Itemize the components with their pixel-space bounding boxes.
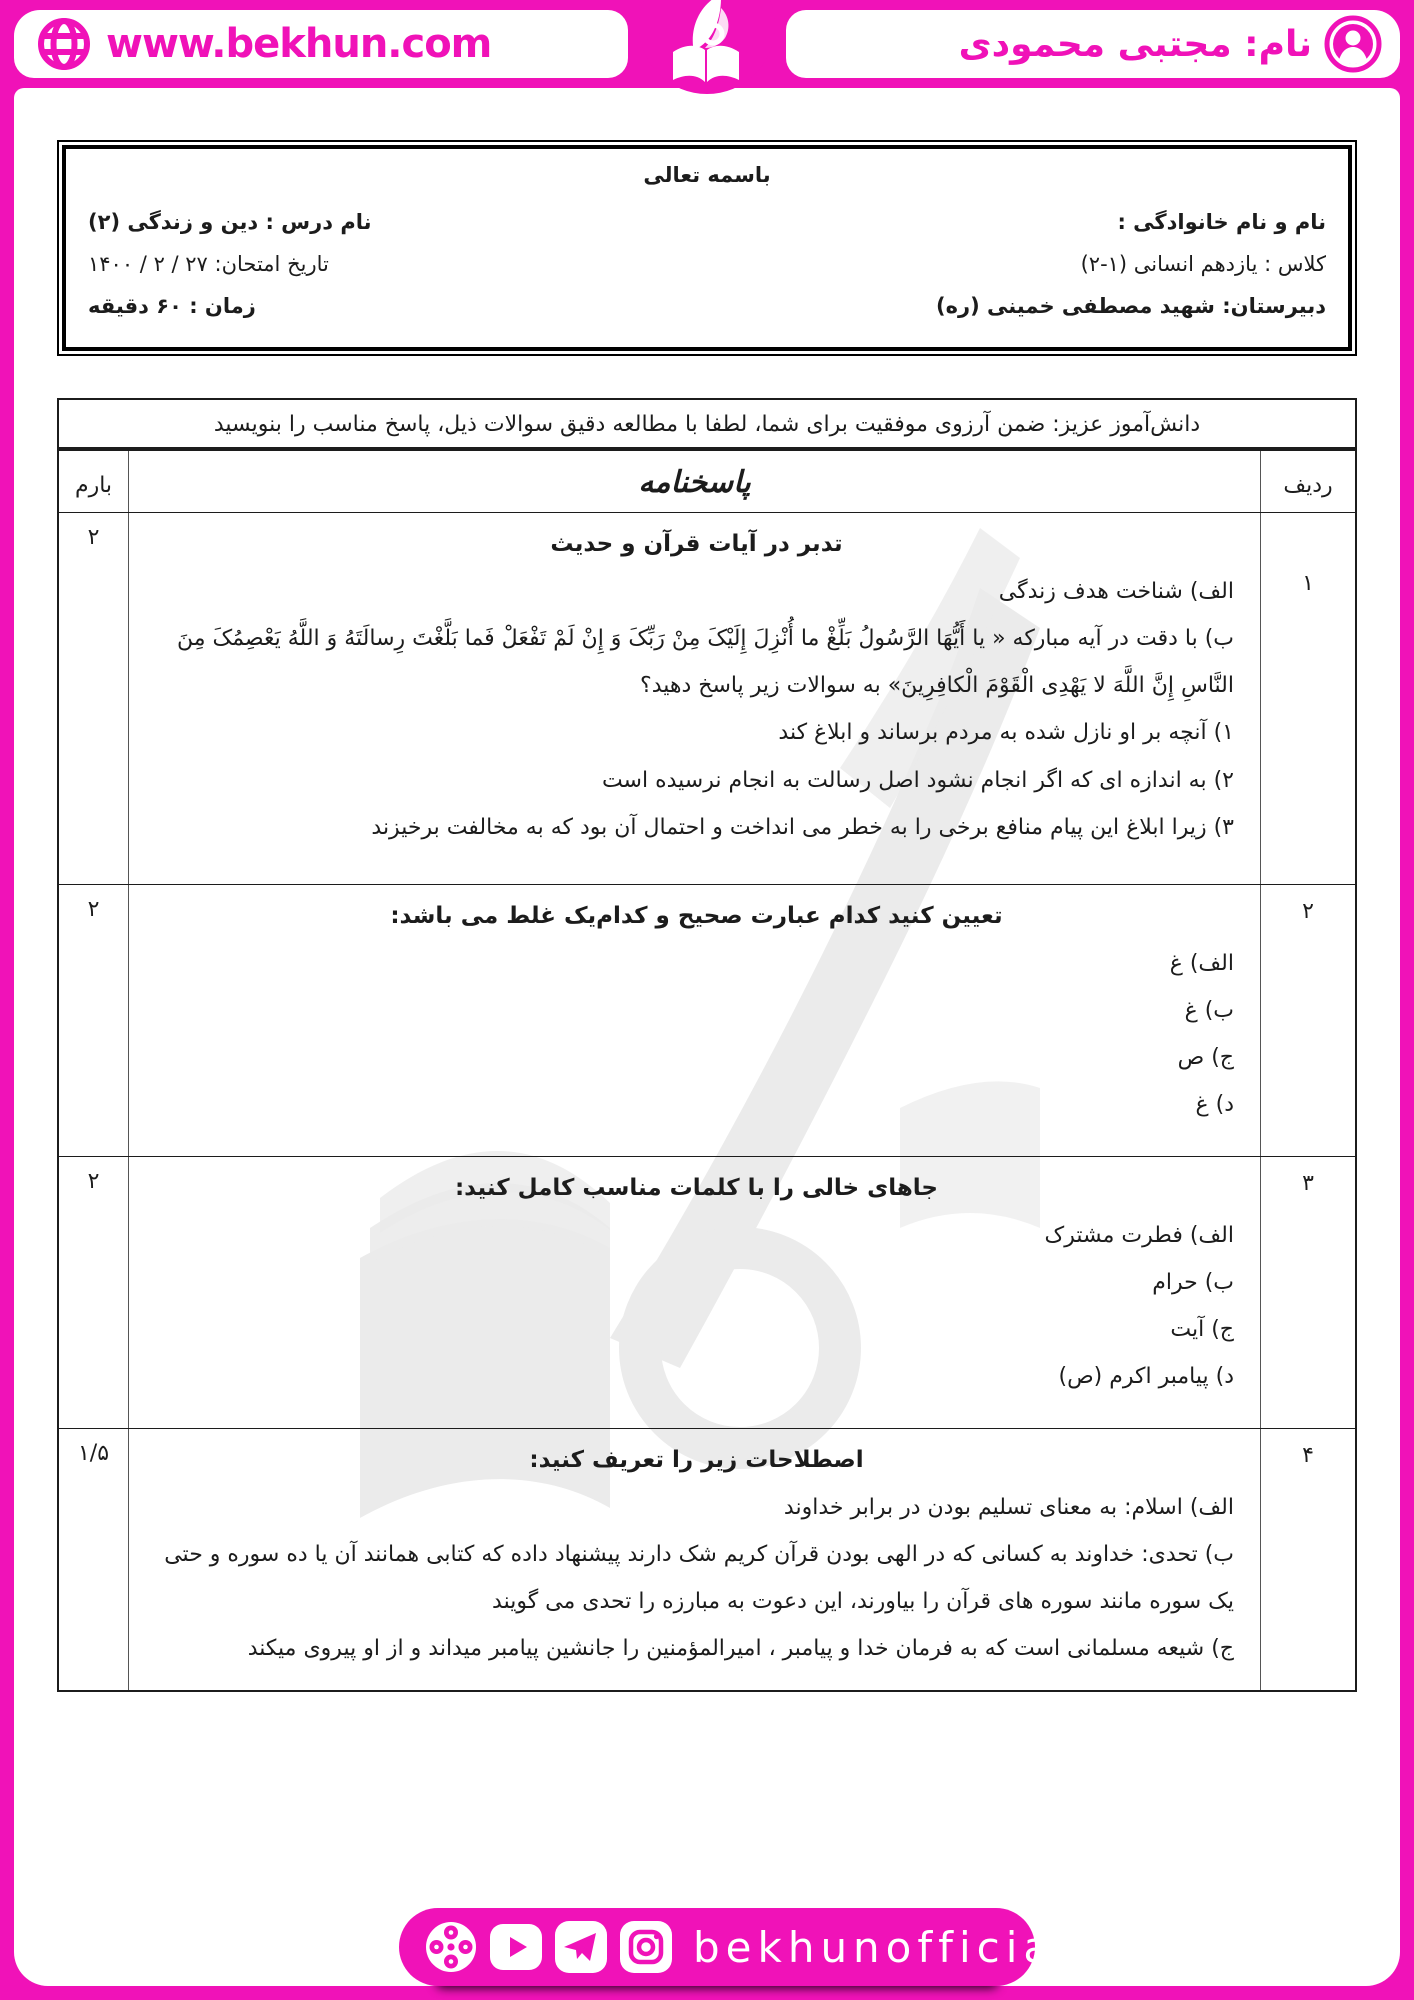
answer-line: ب) غ (1184, 997, 1234, 1023)
exam-header-box (57, 140, 1357, 356)
website-url: www.bekhun.com (106, 21, 492, 67)
answer-line: د) غ (1195, 1092, 1234, 1118)
answer-line: ب) تحدی: خداوند به کسانی که در الهی بودن قرآن کریم شک دارند پیشنهاد داده که کتابی همانند آن یا ده سوره و حتی یک سوره مانند سوره های قرآن را بیاورند، این دعوت به مبارزه را تحدی می گویند (164, 1541, 1234, 1615)
exam-sheet (14, 88, 1400, 1986)
table-row-question-2 (59, 884, 1355, 1156)
row-number: ۱ (1260, 513, 1355, 884)
field-duration: زمان : ۶۰ دقیقه (88, 294, 256, 318)
row-number: ۳ (1260, 1157, 1355, 1428)
website-link-pill[interactable] (14, 10, 628, 78)
question-title: تعیین کنید کدام عبارت صحیح و کدام‌یک غلط می باشد: (390, 903, 1003, 929)
instruction-text: دانش‌آموز عزیز: ضمن آرزوی موفقیت برای شما، لطفا با مطالعه دقیق سوالات ذیل، پاسخ مناسب را بنویسید (59, 400, 1355, 449)
answers-table (57, 398, 1357, 1692)
question-title: جاهای خالی را با کلمات مناسب کامل کنید: (454, 1175, 939, 1201)
answer-line: ج) ص (1177, 1045, 1234, 1071)
column-header-score: بارم (59, 451, 129, 512)
table-header-row (59, 449, 1355, 512)
question-title: اصطلاحات زیر را تعریف کنید: (529, 1447, 864, 1473)
field-exam-date: تاریخ امتحان: ۲۷ / ۲ / ۱۴۰۰ (88, 252, 329, 276)
score-cell: ۲ (59, 513, 129, 884)
bekhun-logo-icon (655, 0, 759, 94)
youtube-icon[interactable] (490, 1924, 542, 1970)
answer-line: ج) شیعه مسلمانی است که به فرمان خدا و پیامبر ، امیرالمؤمنین را جانشین پیامبر میداند و از او پیروی میکند (247, 1636, 1234, 1662)
answer-line: الف) غ (1169, 950, 1234, 976)
student-name-label: نام: مجتبی محمودی (958, 23, 1312, 65)
telegram-icon[interactable] (555, 1921, 607, 1973)
table-row-question-1 (59, 512, 1355, 884)
row-number: ۴ (1260, 1429, 1355, 1690)
answer-line: ب) حرام (1152, 1269, 1234, 1295)
question-title: تدبر در آیات قرآن و حدیث (550, 531, 843, 557)
field-student-name: نام و نام خانوادگی : (1117, 210, 1326, 234)
field-course: نام درس : دین و زندگی (۲) (88, 210, 372, 234)
bekhun-logo-badge (639, 0, 775, 94)
social-bar[interactable] (399, 1908, 1073, 1986)
answer-line: الف) فطرت مشترک (1044, 1222, 1234, 1248)
column-header-row-number: ردیف (1260, 451, 1355, 512)
answer-line: ۳) زیرا ابلاغ این پیام منافع برخی را به خطر می انداخت و احتمال آن بود که به مخالفت برخیزند (371, 814, 1234, 840)
row-number: ۲ (1260, 885, 1355, 1156)
table-row-question-4 (59, 1428, 1355, 1690)
answer-line: د) پیامبر اکرم (ص) (1058, 1364, 1234, 1390)
globe-icon (36, 16, 92, 72)
student-name-pill (786, 10, 1400, 78)
answer-line: ب) با دقت در آیه مبارکه « یا أَیُّهَا الرَّسُولُ بَلِّغْ ما أُنْزِلَ إِلَیْکَ مِنْ رَبِّکَ وَ إِنْ لَمْ تَفْعَلْ فَما بَلَّغْتَ رِسالَتَهُ وَ اللَّهُ یَعْصِمُکَ مِنَ النَّاسِ إِنَّ اللَّهَ لا یَهْدِی الْقَوْمَ الْکافِرِینَ» به سوالات زیر پاسخ دهید؟ (177, 625, 1234, 699)
score-cell: ۱/۵ (59, 1429, 129, 1690)
social-handle[interactable]: bekhunofficial (693, 1922, 1073, 1972)
instagram-icon[interactable] (620, 1921, 672, 1973)
answer-line: ۲) به اندازه ای که اگر انجام نشود اصل رسالت به انجام نرسیده است (601, 767, 1234, 793)
answer-line: الف) شناخت هدف زندگی (998, 578, 1234, 604)
answer-line: الف) اسلام: به معنای تسلیم بودن در برابر خداوند (783, 1494, 1234, 1520)
user-icon (1324, 15, 1382, 73)
column-header-answers: پاسخنامه (638, 465, 751, 500)
field-class: کلاس : یازدهم انسانی (۱-۲) (1080, 252, 1326, 276)
basmala: باسمه تعالی (643, 163, 771, 187)
score-cell: ۲ (59, 1157, 129, 1428)
answer-line: ج) آیت (1170, 1317, 1234, 1343)
table-row-question-3 (59, 1156, 1355, 1428)
answer-line: ۱) آنچه بر او نازل شده به مردم برساند و ابلاغ کند (778, 720, 1234, 746)
score-cell: ۲ (59, 885, 129, 1156)
aparat-icon[interactable] (425, 1921, 477, 1973)
field-school: دبیرستان: شهید مصطفی خمینی (ره) (936, 294, 1326, 318)
